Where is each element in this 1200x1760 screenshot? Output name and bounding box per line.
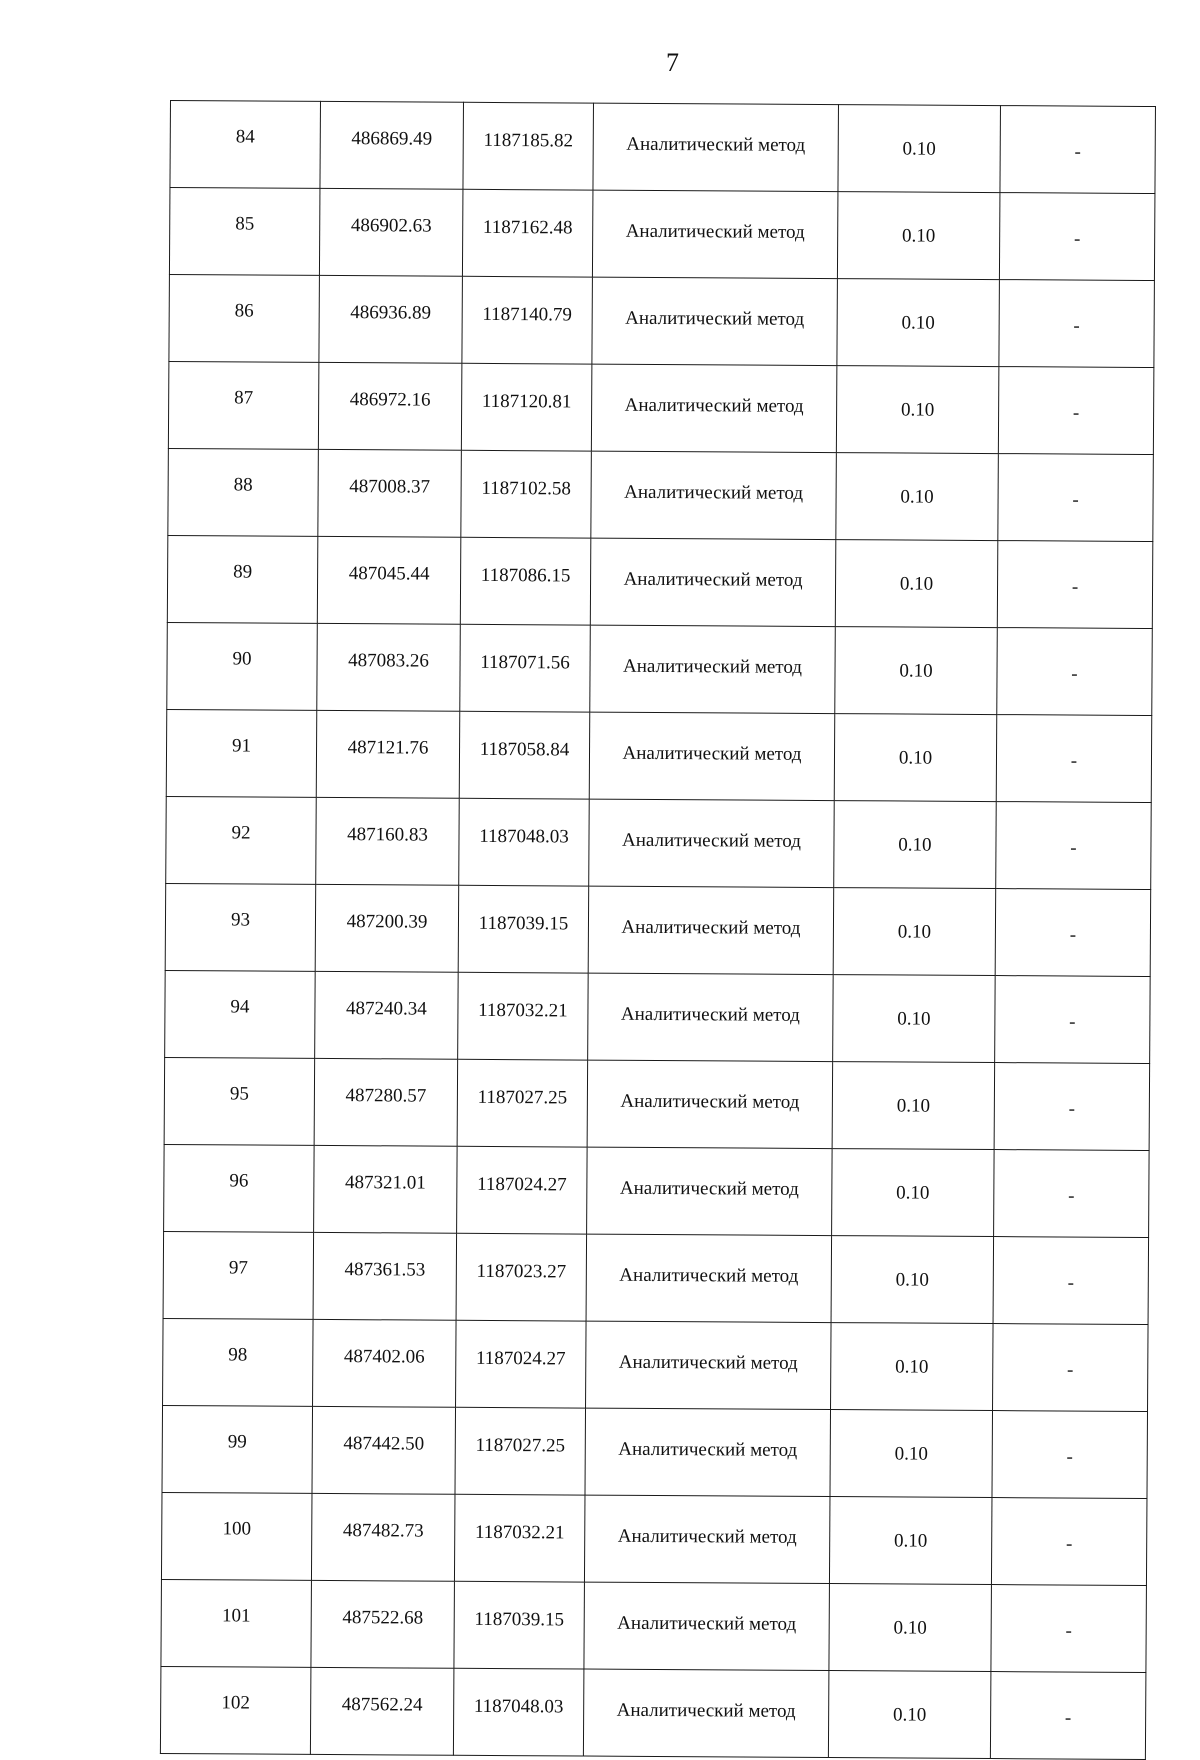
method-cell: Аналитический метод — [588, 886, 834, 974]
point-number-cell: 86 — [169, 274, 320, 362]
x-coordinate-cell: 486972.16 — [318, 362, 462, 450]
accuracy-cell: 0.10 — [834, 801, 997, 889]
table-row — [167, 535, 1153, 628]
point-number-cell: 94 — [165, 970, 316, 1058]
x-coordinate-cell: 487160.83 — [316, 797, 460, 885]
table-row — [162, 1405, 1148, 1498]
x-coordinate-cell: 487482.73 — [311, 1493, 455, 1581]
y-coordinate-cell: 1187024.27 — [457, 1146, 588, 1234]
point-number-cell: 90 — [167, 622, 318, 710]
y-coordinate-cell: 1187162.48 — [462, 189, 593, 277]
y-coordinate-cell: 1187024.27 — [456, 1320, 587, 1408]
method-cell: Аналитический метод — [587, 1060, 833, 1148]
accuracy-cell: 0.10 — [832, 1062, 995, 1150]
table-row — [170, 101, 1156, 194]
accuracy-cell: 0.10 — [836, 453, 999, 541]
method-cell: Аналитический метод — [586, 1321, 832, 1409]
point-number-cell: 89 — [167, 535, 318, 623]
accuracy-cell: 0.10 — [834, 714, 997, 802]
method-cell: Аналитический метод — [593, 103, 839, 191]
y-coordinate-cell: 1187039.15 — [458, 885, 589, 973]
x-coordinate-cell: 487402.06 — [313, 1319, 457, 1407]
point-number-cell: 98 — [163, 1318, 314, 1406]
y-coordinate-cell: 1187027.25 — [455, 1407, 586, 1495]
method-cell: Аналитический метод — [583, 1669, 829, 1757]
note-cell: - — [999, 280, 1155, 368]
x-coordinate-cell: 486902.63 — [319, 188, 463, 276]
accuracy-cell: 0.10 — [835, 540, 998, 628]
method-cell: Аналитический метод — [587, 1147, 833, 1235]
note-cell: - — [995, 976, 1151, 1064]
y-coordinate-cell: 1187058.84 — [459, 711, 590, 799]
x-coordinate-cell: 487361.53 — [313, 1232, 457, 1320]
x-coordinate-cell: 487200.39 — [315, 884, 459, 972]
table-row — [161, 1492, 1147, 1585]
x-coordinate-cell: 487522.68 — [311, 1580, 455, 1668]
x-coordinate-cell: 487321.01 — [314, 1145, 458, 1233]
y-coordinate-cell: 1187086.15 — [460, 537, 591, 625]
table-row — [164, 1144, 1150, 1237]
accuracy-cell: 0.10 — [829, 1584, 992, 1672]
y-coordinate-cell: 1187140.79 — [462, 276, 593, 364]
accuracy-cell: 0.10 — [831, 1236, 994, 1324]
accuracy-cell: 0.10 — [836, 366, 999, 454]
y-coordinate-cell: 1187027.25 — [457, 1059, 588, 1147]
note-cell: - — [996, 715, 1152, 803]
note-cell: - — [997, 628, 1153, 716]
accuracy-cell: 0.10 — [837, 279, 1000, 367]
table-row — [169, 274, 1155, 367]
method-cell: Аналитический метод — [589, 712, 835, 800]
method-cell: Аналитический метод — [592, 190, 838, 278]
accuracy-cell: 0.10 — [833, 975, 996, 1063]
y-coordinate-cell: 1187102.58 — [461, 450, 592, 538]
note-cell: - — [998, 454, 1154, 542]
point-number-cell: 91 — [166, 709, 317, 797]
table-row — [165, 970, 1151, 1063]
method-cell: Аналитический метод — [585, 1408, 831, 1496]
note-cell: - — [999, 193, 1155, 281]
x-coordinate-cell: 487121.76 — [316, 710, 460, 798]
point-number-cell: 95 — [164, 1057, 315, 1145]
point-number-cell: 93 — [165, 883, 316, 971]
note-cell: - — [1000, 106, 1156, 194]
y-coordinate-cell: 1187071.56 — [460, 624, 591, 712]
point-number-cell: 96 — [164, 1144, 315, 1232]
note-cell: - — [997, 541, 1153, 629]
method-cell: Аналитический метод — [584, 1495, 830, 1583]
method-cell: Аналитический метод — [589, 799, 835, 887]
point-number-cell: 100 — [161, 1492, 312, 1580]
note-cell: - — [993, 1324, 1149, 1412]
y-coordinate-cell: 1187032.21 — [458, 972, 589, 1060]
accuracy-cell: 0.10 — [828, 1671, 991, 1759]
accuracy-cell: 0.10 — [830, 1410, 993, 1498]
coordinates-table — [160, 100, 1156, 1760]
point-number-cell: 99 — [162, 1405, 313, 1493]
x-coordinate-cell: 487008.37 — [318, 449, 462, 537]
x-coordinate-cell: 487240.34 — [315, 971, 459, 1059]
table-row — [166, 796, 1152, 889]
y-coordinate-cell: 1187048.03 — [453, 1668, 584, 1756]
y-coordinate-cell: 1187023.27 — [456, 1233, 587, 1321]
method-cell: Аналитический метод — [590, 625, 836, 713]
note-cell: - — [991, 1585, 1147, 1673]
x-coordinate-cell: 486936.89 — [319, 275, 463, 363]
point-number-cell: 102 — [160, 1666, 311, 1754]
point-number-cell: 97 — [163, 1231, 314, 1319]
point-number-cell: 92 — [166, 796, 317, 884]
method-cell: Аналитический метод — [592, 277, 838, 365]
accuracy-cell: 0.10 — [833, 888, 996, 976]
x-coordinate-cell: 487083.26 — [317, 623, 461, 711]
accuracy-cell: 0.10 — [829, 1497, 992, 1585]
accuracy-cell: 0.10 — [832, 1149, 995, 1237]
x-coordinate-cell: 487045.44 — [317, 536, 461, 624]
page-number: 7 — [666, 48, 679, 77]
table-row — [169, 188, 1155, 281]
table-row — [163, 1318, 1149, 1411]
table-row — [168, 361, 1154, 454]
method-cell: Аналитический метод — [591, 364, 837, 452]
point-number-cell: 85 — [169, 188, 320, 276]
accuracy-cell: 0.10 — [831, 1323, 994, 1411]
accuracy-cell: 0.10 — [837, 192, 1000, 280]
table-row — [167, 622, 1153, 715]
accuracy-cell: 0.10 — [838, 105, 1001, 193]
y-coordinate-cell: 1187185.82 — [463, 102, 594, 190]
y-coordinate-cell: 1187032.21 — [454, 1494, 585, 1582]
coordinates-table-body — [160, 101, 1155, 1760]
x-coordinate-cell: 486869.49 — [320, 101, 464, 189]
table-row — [160, 1666, 1146, 1759]
table-row — [166, 709, 1152, 802]
table-row — [168, 448, 1154, 541]
method-cell: Аналитический метод — [586, 1234, 832, 1322]
y-coordinate-cell: 1187048.03 — [459, 798, 590, 886]
table-row — [163, 1231, 1149, 1324]
method-cell: Аналитический метод — [584, 1582, 830, 1670]
method-cell: Аналитический метод — [591, 451, 837, 539]
y-coordinate-cell: 1187120.81 — [461, 363, 592, 451]
point-number-cell: 87 — [168, 361, 319, 449]
point-number-cell: 101 — [161, 1579, 312, 1667]
table-row — [164, 1057, 1150, 1150]
note-cell: - — [998, 367, 1154, 455]
x-coordinate-cell: 487562.24 — [310, 1667, 454, 1755]
table-row — [165, 883, 1151, 976]
table-row — [161, 1579, 1147, 1672]
note-cell: - — [995, 889, 1151, 977]
method-cell: Аналитический метод — [590, 538, 836, 626]
accuracy-cell: 0.10 — [835, 627, 998, 715]
y-coordinate-cell: 1187039.15 — [454, 1581, 585, 1669]
note-cell: - — [990, 1672, 1146, 1760]
note-cell: - — [991, 1498, 1147, 1586]
note-cell: - — [994, 1063, 1150, 1151]
note-cell: - — [992, 1411, 1148, 1499]
note-cell: - — [993, 1237, 1149, 1325]
note-cell: - — [996, 802, 1152, 890]
point-number-cell: 88 — [168, 448, 319, 536]
method-cell: Аналитический метод — [588, 973, 834, 1061]
x-coordinate-cell: 487442.50 — [312, 1406, 456, 1494]
note-cell: - — [994, 1150, 1150, 1238]
point-number-cell: 84 — [170, 101, 321, 189]
x-coordinate-cell: 487280.57 — [314, 1058, 458, 1146]
